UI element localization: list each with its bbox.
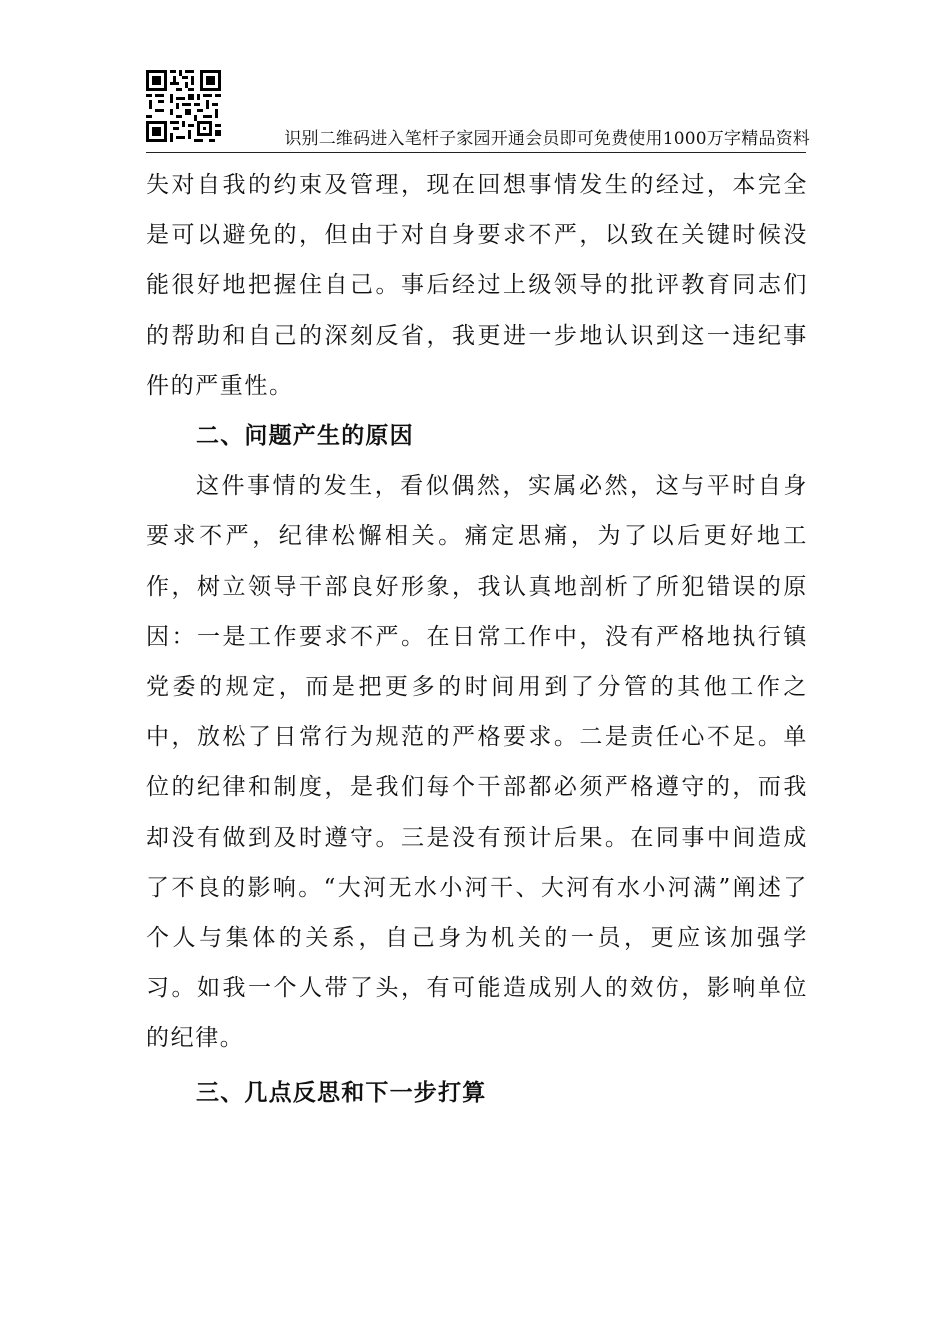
document-body bbox=[146, 160, 808, 1118]
paragraph-reasons: 这件事情的发生，看似偶然，实属必然，这与平时自身要求不严，纪律松懈相关。痛定思痛，为了以后更好地工作，树立领导干部良好形象，我认真地剖析了所犯错误的原因：一是工作要求不严。在日常工作中，没有严格地执行镇党委的规定，而是把更多的时间用到了分管的其他工作之中，放松了日常行为规范的严格要求。二是责任心不足。单位的纪律和制度，是我们每个干部都必须严格遵守的，而我却没有做到及时遵守。三是没有预计后果。在同事中间造成了不良的影响。“大河无水小河干、大河有水小河满”阐述了个人与集体的关系，自己身为机关的一员，更应该加强学习。如我一个人带了头，有可能造成别人的效仿，影响单位的纪律。 bbox=[146, 473, 808, 1052]
header-promo-text: 识别二维码进入笔杆子家园开通会员即可免费使用1000万字精品资料 bbox=[284, 129, 810, 149]
paragraph-continued: 失对自我的约束及管理，现在回想事情发生的经过，本完全是可以避免的，但由于对自身要求不严，以致在关键时候没能很好地把握住自己。事后经过上级领导的批评教育同志们的帮助和自己的深刻反省，我更进一步地认识到这一违纪事件的严重性。 bbox=[146, 172, 808, 399]
section-heading-2: 二、问题产生的原因 bbox=[196, 423, 414, 450]
header-divider bbox=[146, 152, 806, 153]
qr-code-icon[interactable] bbox=[146, 70, 221, 142]
section-heading-3: 三、几点反思和下一步打算 bbox=[196, 1079, 487, 1106]
